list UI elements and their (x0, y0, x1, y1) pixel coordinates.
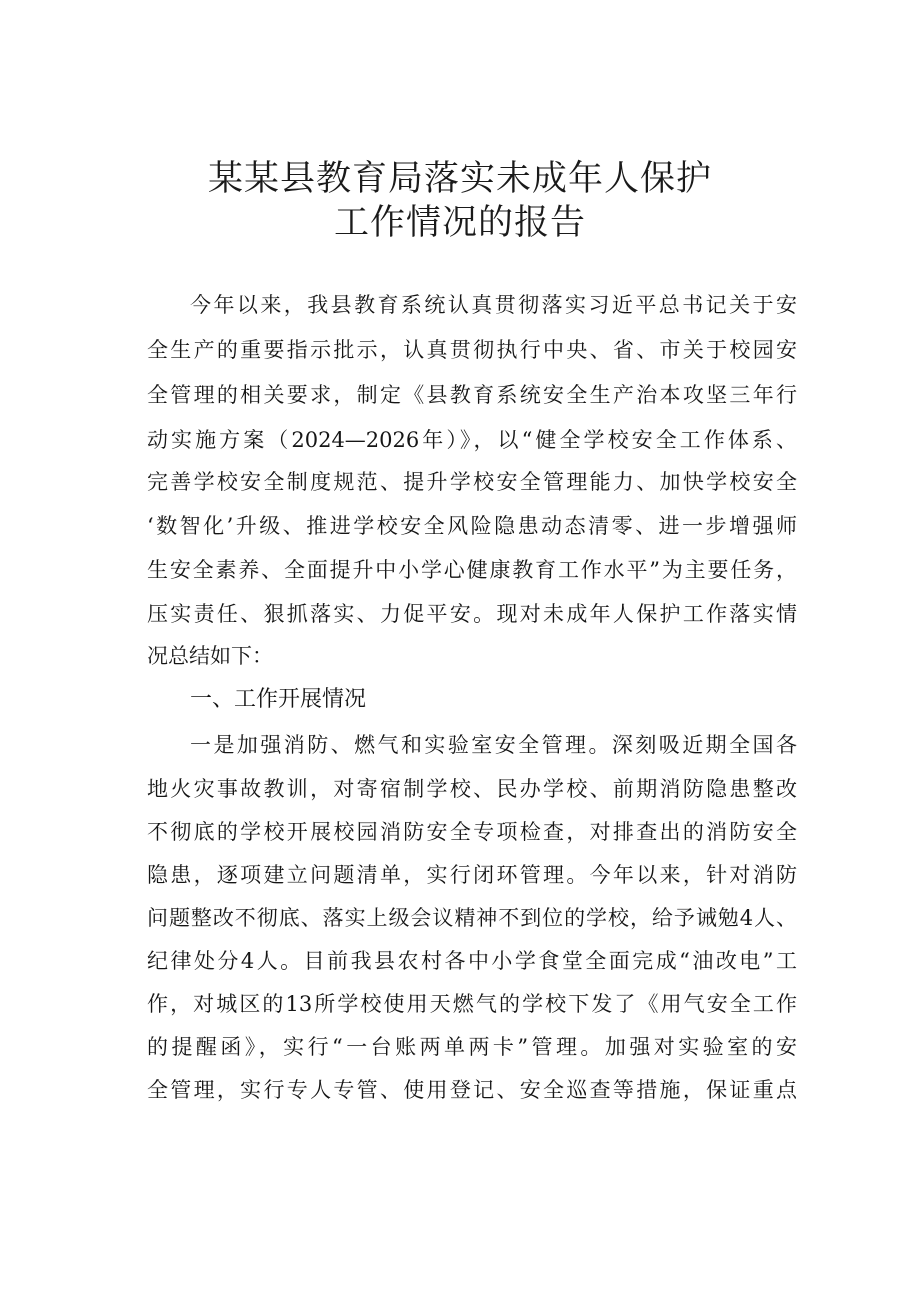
section-heading: 一、工作开展情况 (190, 687, 367, 712)
section-line: 作，对城区的13所学校使用天燃气的学校下发了《用气安全工作 (147, 992, 797, 1016)
intro-line: 完善学校安全制度规范、提升学校安全管理能力、加快学校安全 (147, 470, 797, 494)
section-line: 问题整改不彻底、落实上级会议精神不到位的学校，给予诫勉4人、 (147, 906, 797, 930)
intro-line: ‘数智化’升级、推进学校安全风险隐患动态清零、进一步增强师 (147, 514, 797, 538)
intro-line: 动实施方案（2024—2026年）》，以“健全学校安全工作体系、 (147, 428, 797, 452)
document-title-line-1: 某某县教育局落实未成年人保护 (207, 159, 712, 199)
section-line: 隐患，逐项建立问题清单，实行闭环管理。今年以来，针对消防 (147, 863, 797, 887)
section-line: 的提醒函》，实行“一台账两单两卡”管理。加强对实验室的安 (147, 1035, 797, 1059)
intro-line: 全生产的重要指示批示，认真贯彻执行中央、省、市关于校园安 (147, 338, 797, 362)
intro-line: 压实责任、狠抓落实、力促平安。现对未成年人保护工作落实情 (147, 602, 797, 626)
section-line: 地火灾事故教训，对寄宿制学校、民办学校、前期消防隐患整改 (147, 777, 797, 801)
intro-line: 生安全素养、全面提升中小学心健康教育工作水平”为主要任务， (147, 558, 797, 582)
document-title-line-2: 工作情况的报告 (333, 203, 586, 243)
section-line: 不彻底的学校开展校园消防安全专项检查，对排查出的消防安全 (147, 820, 797, 844)
intro-line: 全管理的相关要求，制定《县教育系统安全生产治本攻坚三年行 (147, 383, 797, 407)
section-line: 纪律处分4人。目前我县农村各中小学食堂全面完成“油改电”工 (147, 949, 797, 973)
intro-line: 况总结如下： (147, 644, 273, 668)
intro-line: 今年以来，我县教育系统认真贯彻落实习近平总书记关于安 (190, 293, 797, 317)
section-line: 全管理，实行专人专管、使用登记、安全巡查等措施，保证重点 (147, 1078, 797, 1102)
section-line: 一是加强消防、燃气和实验室安全管理。深刻吸近期全国各 (190, 733, 797, 757)
